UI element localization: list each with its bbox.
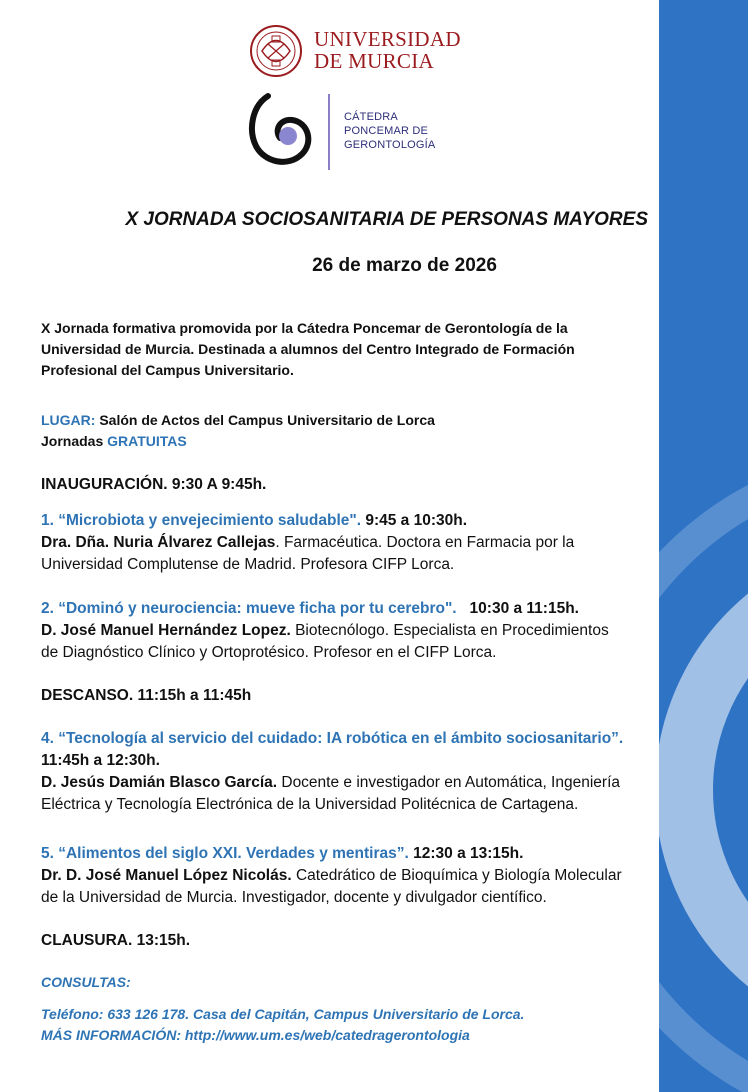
talk-speaker: Dr. D. José Manuel López Nicolás.	[41, 867, 292, 884]
talk-bio: . Farmacéutica. Doctora en Farmacia por la	[275, 534, 575, 551]
intro-paragraph	[41, 318, 659, 381]
talk-bio-line	[41, 620, 659, 642]
spiral-logo-icon	[246, 90, 316, 170]
talk-bio-line2: de la Universidad de Murcia. Investigador, docente y divulgador científico.	[41, 889, 547, 906]
catedra-name-line3: GERONTOLOGÍA	[344, 139, 436, 151]
talk-speaker: Dra. Dña. Nuria Álvarez Callejas	[41, 534, 276, 551]
contact-details	[41, 1004, 659, 1046]
catedra-divider	[328, 94, 330, 170]
closing-text: CLAUSURA. 13:15h.	[41, 932, 190, 949]
talk-bio-line2: de Diagnóstico Clínico y Ortoprotésico. Profesor en el CIFP Lorca.	[41, 644, 497, 661]
event-date: 26 de marzo de 2026	[312, 255, 497, 276]
talk-bio-line2: Universidad Complutense de Madrid. Profesora CIFP Lorca.	[41, 556, 455, 573]
inauguration-text: INAUGURACIÓN. 9:30 A 9:45h.	[41, 476, 267, 493]
free-line	[41, 431, 659, 452]
talk-bio-line	[41, 532, 659, 554]
place-value: Salón de Actos del Campus Universitario de Lorca	[95, 412, 435, 428]
catedra-logo	[246, 90, 316, 175]
decorative-side-band	[659, 0, 748, 1092]
intro-line: X Jornada formativa promovida por la Cátedra Poncemar de Gerontología de la	[41, 320, 568, 336]
talk-speaker: D. Jesús Damián Blasco García.	[41, 774, 278, 791]
talk-bio-line	[41, 772, 659, 794]
talk-bio: Biotecnólogo. Especialista en Procedimientos	[290, 622, 609, 639]
talk-item	[41, 510, 659, 576]
talk-title: 1. “Microbiota y envejecimiento saludable".	[41, 512, 362, 529]
talk-speaker: D. José Manuel Hernández Lopez.	[41, 622, 291, 639]
university-name-line1: UNIVERSIDAD	[314, 27, 461, 51]
university-name-line2: DE MURCIA	[314, 49, 434, 73]
talk-item	[41, 843, 659, 909]
break	[41, 685, 659, 707]
contact-phone: Teléfono: 633 126 178. Casa del Capitán, Campus Universitario de Lorca.	[41, 1006, 525, 1022]
talk-time: 12:30 a 13:15h.	[408, 845, 524, 862]
talk-heading	[41, 598, 659, 620]
catedra-name	[344, 110, 435, 152]
contact-label: CONSULTAS:	[41, 974, 131, 990]
talk-time: 9:45 a 10:30h.	[361, 512, 468, 529]
university-name	[314, 28, 461, 72]
free-prefix: Jornadas	[41, 433, 108, 449]
closing	[41, 930, 659, 952]
break-text: DESCANSO. 11:15h a 11:45h	[41, 687, 252, 704]
talk-bio: Catedrático de Bioquímica y Biología Molecular	[291, 867, 622, 884]
contact-section	[41, 972, 659, 993]
talk-title: 4. “Tecnología al servicio del cuidado: IA robótica en el ámbito sociosanitario”.	[41, 730, 624, 747]
place-section	[41, 410, 659, 452]
university-seal-icon	[248, 22, 304, 80]
talk-item	[41, 598, 659, 664]
talk-time: 11:45h a 12:30h.	[41, 752, 160, 769]
talk-heading	[41, 510, 659, 532]
talk-bio-line2: Eléctrica y Tecnología Electrónica de la Universidad Politécnica de Cartagena.	[41, 796, 579, 813]
intro-line: Universidad de Murcia. Destinada a alumnos del Centro Integrado de Formación	[41, 341, 575, 357]
place-line	[41, 410, 659, 431]
inauguration	[41, 474, 659, 496]
catedra-name-line1: CÁTEDRA	[344, 111, 398, 123]
talk-title: 5. “Alimentos del siglo XXI. Verdades y mentiras”.	[41, 845, 409, 862]
free-value: GRATUITAS	[107, 433, 187, 449]
talk-item	[41, 728, 659, 816]
place-label: LUGAR:	[41, 412, 96, 428]
talk-bio: Docente e investigador en Automática, Ingeniería	[277, 774, 620, 791]
talk-heading	[41, 843, 659, 865]
intro-line: Profesional del Campus Universitario.	[41, 362, 294, 378]
talk-title: 2. “Dominó y neurociencia: mueve ficha por tu cerebro".	[41, 600, 457, 617]
talk-time: 10:30 a 11:15h.	[456, 600, 579, 617]
talk-bio-line	[41, 865, 659, 887]
more-info-link[interactable]: MÁS INFORMACIÓN: http://www.um.es/web/catedragerontologia	[41, 1027, 470, 1043]
catedra-name-line2: PONCEMAR DE	[344, 125, 429, 137]
event-title: X JORNADA SOCIOSANITARIA DE PERSONAS MAYORES	[125, 209, 648, 230]
